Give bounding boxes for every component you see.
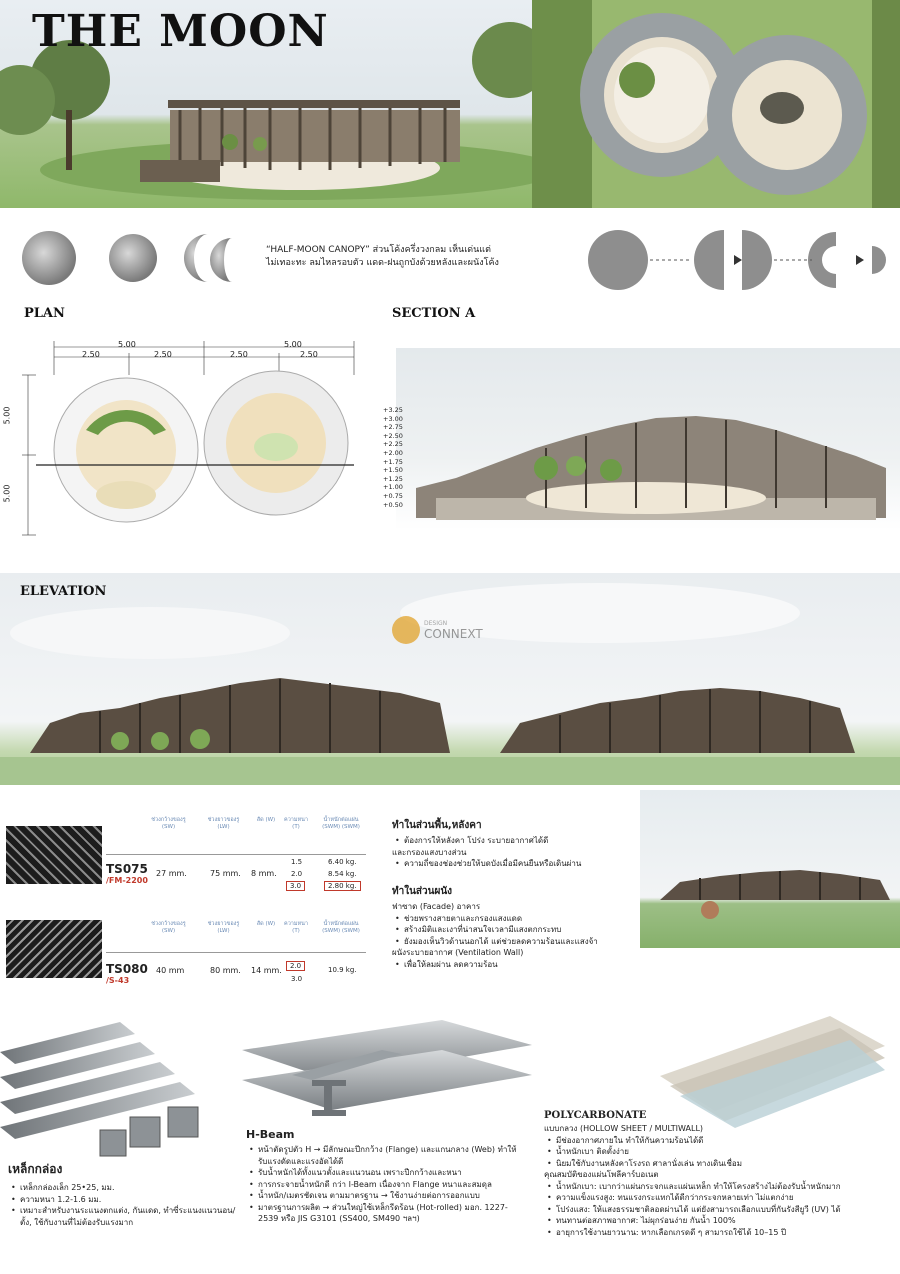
moon-phases (20, 230, 250, 290)
poly-item: • น้ำหนักเบา ติดตั้งง่าย (544, 1146, 896, 1158)
elevation-drawing-illustration (0, 573, 900, 785)
tube-item: • ความหนา 1.2-1.6 มม. (8, 1194, 236, 1206)
level-label: +1.75 (383, 457, 403, 466)
hbeam-illustration (232, 1020, 542, 1132)
elevation-drawing (0, 573, 900, 785)
spec-subcode: /S-43 (106, 976, 130, 985)
spec-lw: 75 mm. (210, 869, 241, 878)
watermark-line-1: DESIGN (424, 619, 448, 627)
spec-code: TS075 (106, 862, 148, 876)
poly-item: • ความแข็งแรงสูง: ทนแรงกระแทกได้ดีกว่ากระจกหลายเท่า ไม่แตกง่าย (544, 1192, 896, 1204)
steel-tube-illustration (0, 1022, 210, 1157)
spec-sw: 27 mm. (156, 869, 187, 878)
roof-item: • ความถี่ของช่องช่วยให้บดบังเมื่อมีคนยืนหรือเดินผ่าน (392, 858, 637, 870)
level-label: +0.50 (383, 500, 403, 509)
plan-dim-top-2: 5.00 (284, 340, 302, 349)
concept-text (266, 244, 576, 270)
level-label: +2.00 (383, 448, 403, 457)
poly-item: • อายุการใช้งานยาวนาน: หากเลือกเกรดดี ๆ สามารถใช้ได้ 10–15 ปี (544, 1227, 896, 1239)
wall-notes (392, 884, 642, 970)
roof-notes (392, 818, 637, 870)
shape-diagram-illustration (584, 230, 894, 292)
roof-item: • ต้องการให้หลังคา โปร่ง ระบายอากาศได้ดี (392, 835, 637, 847)
wall-title: ทำในส่วนผนัง (392, 886, 453, 897)
spec-kg: 10.9 kg. (328, 966, 357, 974)
plan-dim-left-1: 5.00 (2, 406, 12, 425)
spec-sw: 40 mm (156, 966, 185, 975)
aerial-render-illustration (532, 0, 900, 208)
section-drawing-illustration (396, 348, 900, 530)
tube-item: • เหมาะสำหรับงานระแนงตกแต่ง, กันแดด, ทำซี่ระแนงแนวนอน/ตั้ง, ใช้กับงานที่ไม่ต้องรับแรงมาก (8, 1205, 236, 1228)
spec-code: TS080 (106, 962, 148, 976)
spec-t: 2.0 (291, 870, 303, 878)
spec-w: 14 mm. (251, 966, 282, 975)
poly-item: • ทนทานต่อสภาพอากาศ: ไม่ผุกร่อนง่าย กันน้ำ 100% (544, 1215, 896, 1227)
spec-t-highlight: 3.0 (286, 881, 305, 891)
poly-intro: แบบกลวง (HOLLOW SHEET / MULTIWALL) (544, 1124, 704, 1133)
poly-item: • มีช่องอากาศภายใน ทำให้กันความร้อนได้ดี (544, 1135, 896, 1147)
watermark-line-2: CONNEXT (424, 626, 483, 641)
spec-w: 8 mm. (251, 869, 277, 878)
mesh-sample-1 (6, 826, 102, 884)
wall-item: • เพื่อให้ลมผ่าน ลดความร้อน (392, 959, 642, 971)
side-render-illustration (640, 790, 900, 948)
level-label: +2.25 (383, 440, 403, 449)
hbeam-image (232, 1020, 542, 1132)
mesh-sample-2 (6, 920, 102, 978)
level-label: +0.75 (383, 491, 403, 500)
spec-kg-highlight: 2.80 kg. (324, 881, 361, 891)
level-label: +3.00 (383, 414, 403, 423)
section-levels (383, 406, 403, 509)
spec-header-kg: น้ำหนักต่อแผ่น (SWM) (SWM) (322, 817, 360, 830)
plan-dim-sub-3: 2.50 (230, 350, 248, 359)
tube-notes (8, 1160, 236, 1228)
wall-intro: ฟาซาด (Facade) อาคาร (392, 902, 481, 911)
spec-header-sw: ช่วงกว้างของรู (SW) (151, 921, 186, 934)
spec-t: 3.0 (291, 975, 303, 983)
spec-header-t: ความหนา (T) (284, 921, 308, 934)
hbeam-item: • น้ำหนัก/เมตรชัดเจน ตามมาตรฐาน → ใช้งานง่ายต่อการออกแบบ (246, 1190, 522, 1202)
level-label: +2.50 (383, 431, 403, 440)
level-label: +3.25 (383, 406, 403, 414)
spec-header-w: สัด (W) (256, 921, 276, 927)
poly-item: • น้ำหนักเบา: เบากว่าแผ่นกระจกและแผ่นเหล็ก ทำให้โครงสร้างไม่ต้องรับน้ำหนักมาก (544, 1181, 896, 1193)
wall-item: • ช่วยพรางสายตาและกรองแสงแดด (392, 913, 642, 925)
poly-title: POLYCARBONATE (544, 1110, 647, 1121)
roof-title: ทำในส่วนพื้น,หลังคา (392, 820, 482, 831)
moon-phases-illustration (20, 230, 250, 290)
poly-item: • นิยมใช้กับงานหลังคาโรงรถ ศาลานั่งเล่น ทางเดินเชื่อม (544, 1158, 896, 1170)
poly-notes (544, 1110, 896, 1238)
hbeam-item: • หน้าตัดรูปตัว H → มีลักษณะปีกกว้าง (Flange) และแกนกลาง (Web) ทำให้รับแรงดัดและแรงอัดได้ดี (246, 1144, 522, 1167)
spec-header-lw: ช่วงยาวของรู (LW) (207, 817, 240, 830)
spec-t: 1.5 (291, 858, 303, 866)
spec-header-kg: น้ำหนักต่อแผ่น (SWM) (SWM) (322, 921, 360, 934)
hbeam-notes (246, 1128, 522, 1225)
plan-drawing-illustration (14, 335, 364, 540)
concept-line-1: “HALF-MOON CANOPY” ส่วนโค้งครึ่งวงกลม เห็นเด่นแต่ (266, 245, 491, 255)
level-label: +1.00 (383, 483, 403, 492)
concept-line-2: ไม่เทอะทะ ลมไหลรอบตัว แดด-ฝนถูกบังด้วยหลังและผนังโค้ง (266, 258, 499, 268)
spec-divider (106, 854, 366, 855)
plan-dim-sub-1: 2.50 (82, 350, 100, 359)
section-drawing (396, 348, 900, 530)
spec-divider (106, 952, 366, 953)
spec-kg: 6.40 kg. (328, 858, 357, 866)
aerial-render (532, 0, 900, 208)
spec-header-w: สัด (W) (256, 817, 276, 823)
spec-kg: 8.54 kg. (328, 870, 357, 878)
side-render (640, 790, 900, 948)
plan-dim-sub-2: 2.50 (154, 350, 172, 359)
hbeam-title: H-Beam (246, 1128, 295, 1141)
spec-header-sw: ช่วงกว้างของรู (SW) (151, 817, 186, 830)
spec-lw: 80 mm. (210, 966, 241, 975)
roof-item-cont: และกรองแสงบางส่วน (392, 847, 467, 857)
plan-heading: PLAN (24, 306, 65, 321)
wall-item: • ยังมองเห็นวิวด้านนอกได้ แต่ช่วยลดความร้อนและแสงจ้า (392, 936, 642, 948)
hbeam-item: • มาตรฐานการผลิต → ส่วนใหญ่ใช้เหล็กรีดร้อน (Hot-rolled) มอก. 1227-2539 หรือ JIS G3101 (SS400, SM490 ฯลฯ) (246, 1202, 522, 1225)
wall-item: • สร้างมิติและเงาที่น่าสนใจเวลามีแสงตกกระทบ (392, 924, 642, 936)
elevation-heading: ELEVATION (20, 584, 107, 599)
hbeam-item: • การกระจายน้ำหนักดี กว่า I-Beam เนื่องจาก Flange หนาและสมดุล (246, 1179, 522, 1191)
watermark-logo-icon (392, 616, 420, 644)
level-label: +1.25 (383, 474, 403, 483)
spec-subcode: /FM-2200 (106, 876, 148, 885)
level-label: +2.75 (383, 423, 403, 432)
page-title: THE MOON (32, 6, 329, 57)
hbeam-item: • รับน้ำหนักได้ทั้งแนวตั้งและแนวนอน เพราะปีกกว้างและหนา (246, 1167, 522, 1179)
steel-tube-image (0, 1022, 210, 1157)
spec-t-highlight: 2.0 (286, 961, 305, 971)
spec-header-lw: ช่วงยาวของรู (LW) (207, 921, 240, 934)
spec-header-t: ความหนา (T) (284, 817, 308, 830)
shape-diagram (584, 230, 894, 292)
poly-sub: คุณสมบัติของแผ่นโพลีคาร์บอเนต (544, 1170, 659, 1179)
plan-dim-top-1: 5.00 (118, 340, 136, 349)
section-heading: SECTION A (392, 306, 476, 321)
tube-item: • เหล็กกล่องเล็ก 25•25, มม. (8, 1182, 236, 1194)
tube-title: เหล็กกล่อง (8, 1162, 63, 1176)
plan-dim-left-2: 5.00 (2, 484, 12, 503)
watermark (392, 616, 483, 644)
plan-dim-sub-4: 2.50 (300, 350, 318, 359)
plan-drawing (14, 335, 364, 540)
poly-item: • โปร่งแสง: ให้แสงธรรมชาติลอดผ่านได้ แต่ยังสามารถเลือกแบบที่กันรังสียูวี (UV) ได้ (544, 1204, 896, 1216)
wall-note: ผนังระบายอากาศ (Ventilation Wall) (392, 948, 524, 957)
level-label: +1.50 (383, 466, 403, 475)
